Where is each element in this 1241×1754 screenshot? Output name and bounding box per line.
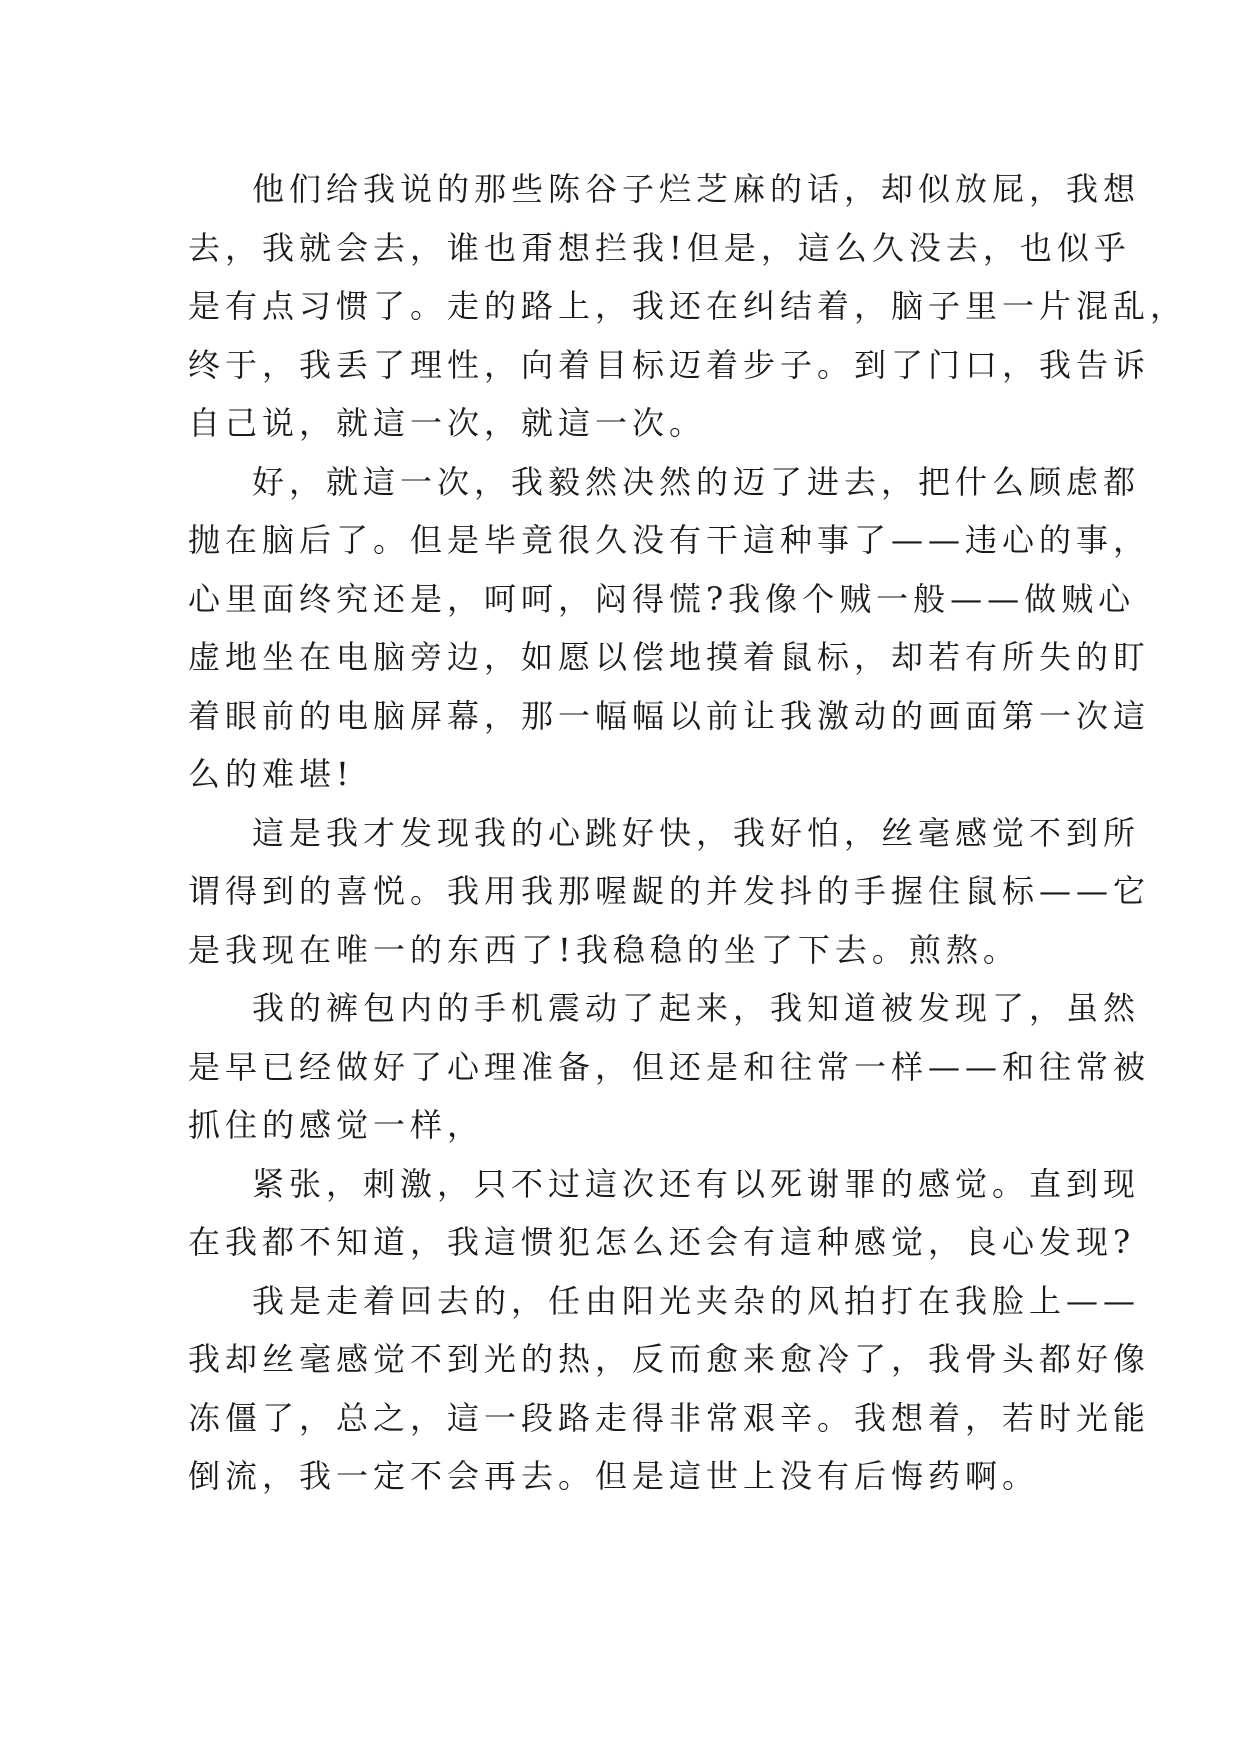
text-line: 么的难堪! bbox=[188, 755, 354, 793]
text-line: 是我现在唯一的东西了!我稳稳的坐了下去。煎熬。 bbox=[188, 930, 1020, 969]
text-line: 在我都不知道，我這惯犯怎么还会有這种感觉，良心发现? bbox=[188, 1223, 1136, 1261]
text-line: 我却丝毫感觉不到光的热，反而愈来愈冷了，我骨头都好像 bbox=[188, 1340, 1151, 1378]
text-line: 好，就這一次，我毅然决然的迈了进去，把什么顾虑都 bbox=[252, 462, 1141, 501]
text-line: 虚地坐在电脑旁边，如愿以偿地摸着鼠标，却若有所失的盯 bbox=[188, 638, 1151, 676]
text-line: 我的裤包内的手机震动了起来，我知道被发现了，虽然 bbox=[252, 989, 1141, 1027]
text-line: 着眼前的电脑屏幕，那一幅幅以前让我激动的画面第一次這 bbox=[188, 696, 1151, 735]
paragraph-5 bbox=[188, 1155, 1141, 1272]
text-line: 是早已经做好了心理准备，但还是和往常一样——和往常被 bbox=[188, 1047, 1151, 1086]
paragraph-1 bbox=[188, 160, 1188, 453]
text-line: 是有点习惯了。走的路上，我还在纠结着，脑子里一片混乱， bbox=[188, 287, 1188, 325]
text-line: 自己说，就這一次，就這一次。 bbox=[188, 404, 707, 442]
text-line: 心里面终究还是，呵呵，闷得慌?我像个贼一般——做贼心 bbox=[188, 579, 1136, 618]
paragraph-3 bbox=[188, 804, 1151, 980]
text-line: 去，我就会去，谁也甭想拦我!但是，這么久没去，也似乎 bbox=[188, 228, 1131, 267]
text-line: 抓住的感觉一样， bbox=[188, 1106, 485, 1144]
text-line: 抛在脑后了。但是毕竟很久没有干這种事了——违心的事， bbox=[188, 521, 1151, 559]
text-line: 他们给我说的那些陈谷子烂芝麻的话，却似放屁，我想 bbox=[252, 170, 1141, 208]
paragraph-4 bbox=[188, 979, 1151, 1155]
paragraph-2 bbox=[188, 453, 1151, 804]
text-line: 冻僵了，总之，這一段路走得非常艰辛。我想着，若时光能 bbox=[188, 1398, 1151, 1437]
paragraph-6 bbox=[188, 1272, 1151, 1506]
text-line: 我是走着回去的，任由阳光夹杂的风拍打在我脸上—— bbox=[252, 1281, 1141, 1320]
text-line: 倒流，我一定不会再去。但是這世上没有后悔药啊。 bbox=[188, 1457, 1040, 1495]
text-line: 紧张，刺激，只不过這次还有以死谢罪的感觉。直到现 bbox=[252, 1164, 1141, 1203]
text-line: 谓得到的喜悦。我用我那喔龊的并发抖的手握住鼠标——它 bbox=[188, 872, 1151, 910]
text-line: 這是我才发现我的心跳好快，我好怕，丝毫感觉不到所 bbox=[252, 813, 1141, 852]
text-line: 终于，我丢了理性，向着目标迈着步子。到了门口，我告诉 bbox=[188, 345, 1151, 384]
document-page bbox=[188, 160, 1188, 1660]
